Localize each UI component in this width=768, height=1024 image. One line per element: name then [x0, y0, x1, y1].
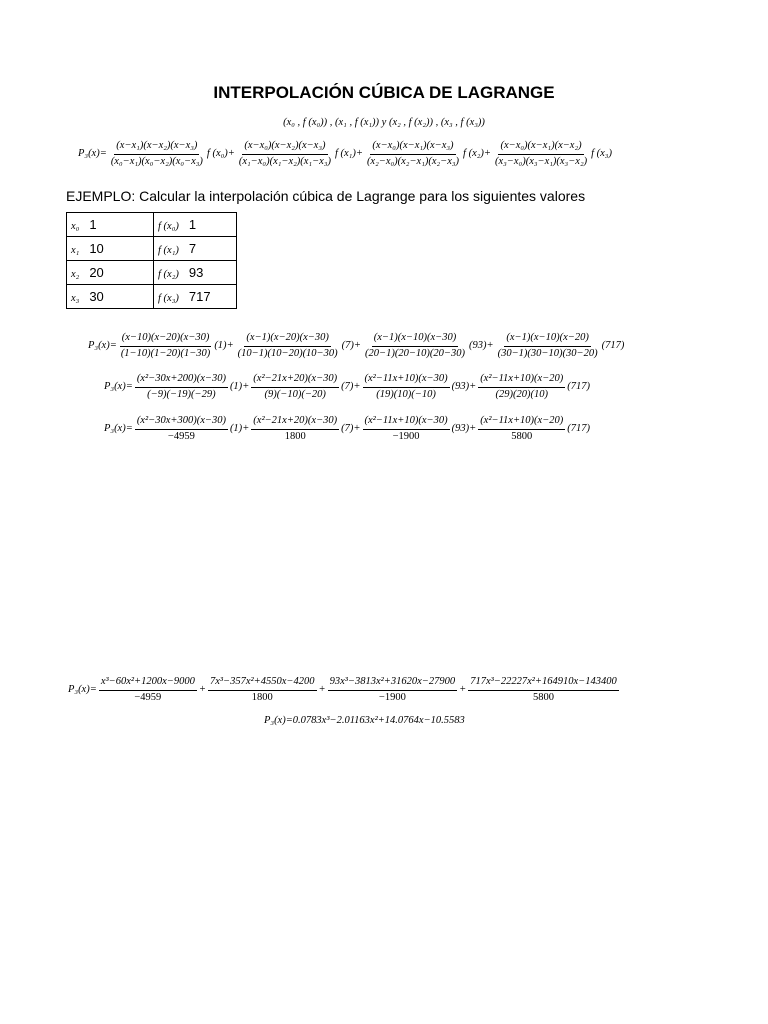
- x-value: 20: [89, 265, 104, 280]
- x-value: 10: [89, 241, 104, 256]
- term-3-fraction: [496, 333, 600, 359]
- term-1-fraction: [237, 141, 333, 167]
- term-0-denominator: −4959: [134, 691, 162, 703]
- term-1-factor: (7): [341, 339, 354, 351]
- term-1-numerator: (x²−21x+20)(x−30): [251, 416, 339, 430]
- term-0-numerator: (x²−30x+300)(x−30): [135, 416, 228, 430]
- term-2-numerator: (x²−11x+10)(x−30): [363, 416, 450, 430]
- term-0-denominator: (−9)(−19)(−29): [147, 388, 216, 400]
- term-3-fraction: [493, 141, 589, 167]
- term-0-fraction: [135, 374, 228, 400]
- final-result: P₃(x)=0.0783x³−2.01163x²+14.0764x−10.5583: [264, 715, 465, 726]
- term-2-fraction: [363, 416, 450, 442]
- term-0-numerator: (x−x₁)(x−x₂)(x−x₃): [114, 141, 199, 155]
- term-0-numerator: x³−60x²+1200x−9000: [99, 677, 197, 691]
- f-label: f (x₁): [158, 245, 179, 256]
- f-label: f (x₀): [158, 221, 179, 232]
- term-0-fraction: [135, 416, 228, 442]
- formula-lhs: P₃(x)=: [88, 339, 117, 351]
- term-1-fraction: [251, 374, 339, 400]
- term-3-fraction: [478, 416, 565, 442]
- term-2-denominator: −1900: [392, 430, 420, 442]
- x-value: 1: [89, 217, 97, 232]
- term-1-denominator: (x₁−x₀)(x₁−x₂)(x₁−x₃): [238, 155, 331, 167]
- term-1-fraction: [251, 416, 339, 442]
- table-row: [67, 261, 237, 285]
- term-3-factor: (717): [567, 380, 591, 392]
- x-label: x₁: [71, 245, 80, 256]
- term-0-fraction: [119, 333, 213, 359]
- f-value: 7: [188, 241, 197, 256]
- f-value: 717: [188, 289, 211, 304]
- term-3-denominator: (x₃−x₀)(x₃−x₁)(x₃−x₂): [495, 155, 588, 167]
- formula-lhs: P₃(x)=: [104, 422, 133, 434]
- f-value: 93: [188, 265, 204, 280]
- term-3-numerator: 717x³−22227x²+164910x−143400: [468, 677, 619, 691]
- term-1-denominator: 1800: [251, 691, 273, 703]
- formula-lhs: P₃(x)=: [68, 683, 97, 695]
- term-1-numerator: (x−1)(x−20)(x−30): [244, 333, 330, 347]
- term-2-denominator: −1900: [378, 691, 406, 703]
- term-2-fraction: [363, 333, 467, 359]
- term-0-fraction: [109, 141, 205, 167]
- term-2-numerator: (x−x₀)(x−x₁)(x−x₃): [370, 141, 455, 155]
- term-0-factor: (1): [229, 380, 243, 392]
- page-title: INTERPOLACIÓN CÚBICA DE LAGRANGE: [213, 83, 555, 102]
- term-2-fraction: [363, 374, 450, 400]
- term-2-factor: (93): [451, 422, 470, 434]
- table-row: [67, 213, 237, 237]
- term-1-denominator: (9)(−10)(−20): [264, 388, 326, 400]
- term-0-factor: f (x₀): [206, 147, 228, 159]
- substitution-step-3: P₃(x)= $\frac{\text{(x²−30x+300)(x−30)}}{-4959}$ (1) + $\frac{\text{(x²−21x+20)(x−30)}}{1800}$ (7) + $\frac{\text{(x²−11x+10)(x−30)}}{-1900}$ (93) + $\frac{\text{(x²−11x+10)(x−20)}}{5800}$ (717): [104, 415, 591, 442]
- term-1-factor: (7): [341, 380, 354, 392]
- term-3-numerator: (x²−11x+10)(x−20): [478, 374, 565, 388]
- table-row: [67, 285, 237, 309]
- term-0-numerator: (x²−30x+200)(x−30): [135, 374, 228, 388]
- term-2-fraction: [328, 677, 458, 703]
- term-3-factor: (717): [601, 339, 625, 351]
- term-2-fraction: [365, 141, 461, 167]
- term-3-denominator: (30−1)(30−10)(30−20): [497, 347, 598, 359]
- general-formula: P₃(x)= $\frac{\text{(x−x₁)(x−x₂)(x−x₃)}}{\text{(x₀−x₁)(x₀−x₂)(x₀−x₃)}}$ f (x₀) + $\frac{\text{(x−x₀)(x−x₂)(x−x₃)}}{\text{(x₁−x₀)(x₁−x₂)(x₁−x₃)}}$ f (x₁) + $\frac{\text{(x−x₀)(x−x₁)(x−x₃)}}{\text{(x₂−x₀)(x₂−x₁)(x₂−x₃)}}$ f (x₂) + $\frac{\text{(x−x₀)(x−x₁)(x−x₂)}}{\text{(x₃−x₀)(x₃−x₁)(x₃−x₂)}}$ f (x₃): [78, 140, 612, 167]
- term-3-numerator: (x−1)(x−10)(x−20): [504, 333, 590, 347]
- term-3-fraction: [468, 677, 619, 703]
- term-0-fraction: [99, 677, 197, 703]
- values-table: [66, 212, 237, 309]
- points-notation: (x₀ , f (x₀)) , (x₁ , f (x₁)) y (x₂ , f (x₂)) , (x₃ , f (x₃)): [283, 117, 485, 128]
- term-2-factor: (93): [451, 380, 470, 392]
- x-label: x₃: [71, 293, 80, 304]
- substitution-step-1: P₃(x)= $\frac{(x-10)(x-20)(x-30)}{(1-10)(1-20)(1-30)}$ (1) + $\frac{(x-1)(x-20)(x-30)}{(10-1)(10-20)(10-30)}$ (7) + $\frac{(x-1)(x-10)(x-30)}{(20-1)(20-10)(20-30)}$ (93) + $\frac{(x-1)(x-10)(x-20)}{(30-1)(30-10)(30-20)}$ (717): [88, 332, 625, 359]
- term-0-denominator: (1−10)(1−20)(1−30): [120, 347, 211, 359]
- term-0-factor: (1): [229, 422, 243, 434]
- term-3-denominator: (29)(20)(10): [495, 388, 548, 400]
- table-row: [67, 237, 237, 261]
- term-1-numerator: (x²−21x+20)(x−30): [251, 374, 339, 388]
- f-value: 1: [188, 217, 197, 232]
- term-2-factor: f (x₂): [463, 147, 484, 159]
- f-label: f (x₃): [158, 293, 179, 304]
- term-2-factor: (93): [469, 339, 487, 351]
- term-3-numerator: (x²−11x+10)(x−20): [478, 416, 565, 430]
- term-3-fraction: [478, 374, 565, 400]
- term-1-denominator: (10−1)(10−20)(10−30): [237, 347, 338, 359]
- term-2-numerator: (x²−11x+10)(x−30): [363, 374, 450, 388]
- term-3-denominator: 5800: [511, 430, 533, 442]
- term-1-fraction: [236, 333, 340, 359]
- term-2-denominator: (x₂−x₀)(x₂−x₁)(x₂−x₃): [366, 155, 460, 167]
- formula-lhs: P₃(x)=: [104, 380, 133, 392]
- term-2-numerator: (x−1)(x−10)(x−30): [372, 333, 458, 347]
- term-0-numerator: (x−10)(x−20)(x−30): [120, 333, 212, 347]
- term-0-denominator: −4959: [167, 430, 195, 442]
- substitution-step-2: P₃(x)= $\frac{\text{(x²−30x+200)(x−30)}}{(-9)(-19)(-29)}$ (1) + $\frac{\text{(x²−21x+20)(x−30)}}{(9)(-10)(-20)}$ (7) + $\frac{\text{(x²−11x+10)(x−30)}}{(19)(10)(-10)}$ (93) + $\frac{\text{(x²−11x+10)(x−20)}}{(29)(20)(10)}$ (717): [104, 373, 591, 400]
- term-1-numerator: (x−x₀)(x−x₂)(x−x₃): [242, 141, 327, 155]
- term-0-denominator: (x₀−x₁)(x₀−x₂)(x₀−x₃): [110, 155, 203, 167]
- term-1-factor: f (x₁): [334, 147, 356, 159]
- term-1-denominator: 1800: [284, 430, 306, 442]
- term-1-factor: (7): [341, 422, 354, 434]
- x-value: 30: [89, 289, 104, 304]
- term-2-denominator: (19)(10)(−10): [376, 388, 436, 400]
- formula-lhs: P₃(x)=: [78, 147, 107, 159]
- term-1-numerator: 7x³−357x²+4550x−4200: [208, 677, 317, 691]
- expanded-step-4: P₃(x)= $\frac{\text{x³−60x²+1200x−9000}}{-4959}$ + $\frac{\text{7x³−357x²+4550x−4200}}{1800}$ + $\frac{\text{93x³−3813x²+31620x−27900}}{-1900}$ + $\frac{\text{717x³−22227x²+164910x−143400}}{5800}$: [68, 676, 617, 703]
- term-1-fraction: [208, 677, 317, 703]
- x-label: x₂: [71, 269, 80, 280]
- term-2-numerator: 93x³−3813x²+31620x−27900: [328, 677, 458, 691]
- term-3-numerator: (x−x₀)(x−x₁)(x−x₂): [498, 141, 583, 155]
- term-0-factor: (1): [214, 339, 227, 351]
- term-3-factor: (717): [567, 422, 591, 434]
- f-label: f (x₂): [158, 269, 179, 280]
- term-2-denominator: (20−1)(20−10)(20−30): [365, 347, 465, 359]
- x-label: x₀: [71, 221, 80, 232]
- term-3-denominator: 5800: [533, 691, 554, 703]
- example-statement: EJEMPLO: Calcular la interpolación cúbica de Lagrange para los siguientes valores: [66, 188, 586, 204]
- term-3-factor: f (x₃): [591, 147, 612, 159]
